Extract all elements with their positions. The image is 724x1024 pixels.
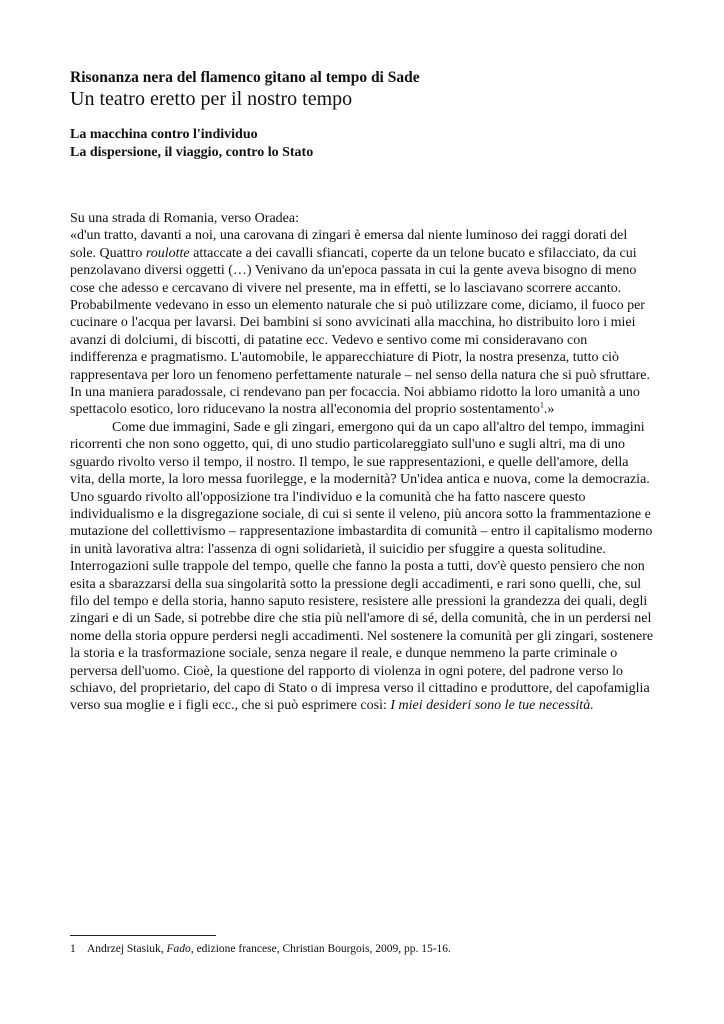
main-paragraph-italic: I miei desideri sono le tue necessità. — [390, 698, 594, 714]
subtitles — [70, 126, 670, 162]
quote-text-rest: attaccate a dei cavalli sfiancati, coperte da un telone bucato e sfilacciato, da cui penzolavano diversi oggetti (…) Venivano da un'epoca passata in cui la gente aveva bisogno di meno cose che adesso e cercavano di vivere nel presente, ma in effetti, se lo lasciavano scorrere accanto. Probabilmente vedevano in esso un elemento naturale che si può utilizzare come, diciamo, il fuoco per cucinare o l'acqua per lavarsi. Dei bambini si sono avvicinati alla macchina, ho distribuito loro i miei avanzi di dolciumi, di biscotti, di patatine ecc. Vedevo e sentivo come mi consideravano con indifferenza e pragmatismo. L'automobile, le apparecchiature di Piotr, la nostra presenza, tutto ciò rappresentava per loro un fenomeno perfettamente naturale – nel senso della natura che si può sfruttare. In una maniera paradossale, ci rendevano pan per focaccia. Noi abbiamo ridotto la loro umanità a uno spettacolo esotico, loro riducevano la nostra all'economia del proprio sostentamento — [70, 245, 650, 418]
intro-line: Su una strada di Romania, verso Oradea: — [70, 211, 299, 226]
main-paragraph-text: Come due immagini, Sade e gli zingari, emergono qui da un capo all'altro del tempo, immagini ricorrenti che non sono oggetto, qui, di uno studio particolareggiato sull'uno e sugli altri, ma di uno sguardo rivolto verso il tempo, il nostro. Il tempo, le sue rappresentazioni, e quelle dell'amore, della vita, della morte, la loro messa fuorilegge, e la modernità? Un'idea antica e nuova, come la democrazia. Uno sguardo rivolto all'opposizione tra l'individuo e la comunità che ha fatto nascere questo individualismo e la disgregazione sociale, di cui si sente il veleno, più ancora sotto la frammentazione e mutazione del collettivismo – rappresentazione imbastardita di comunità – entro il capitalismo moderno in unità lavorativa altra: l'assenza di ogni solidarietà, il suicidio per sfuggire a questa solitudine. Interrogazioni sulle trappole del tempo, quelle che fanno la posta a tutti, dov'è questo pensiero che non esita a sbarazzarsi della sua singolarità sotto la pressione degli accadimenti, e rari sono quelli, che, sul filo del tempo e della storia, hanno saputo resistere, resistere alle pressioni la grandezza dei quali, degli zingari e di un Sade, si potrebbe dire che stia più nell'amore di sé, della comunità, che in un perdersi nel nome della storia oppure perdersi negli accadimenti. Nel sostenere la comunità per gli zingari, sostenere la storia e la trasformazione sociale, senza negare il reale, e dunque nemmeno la parte criminale o perversa dell'uomo. Cioè, la questione del rapporto di violenza in ogni potere, del padrone verso lo schiavo, del proprietario, del capo di Stato o di impresa verso il cittadino e produttore, del capofamiglia verso sua moglie e i figli ecc., che si può esprimere così: — [70, 419, 654, 714]
page-title: Un teatro eretto per il nostro tempo — [70, 88, 353, 110]
quote-italic-word: roulotte — [145, 245, 190, 261]
quote-close: .» — [543, 402, 555, 418]
footnote-divider — [70, 935, 216, 936]
footnote-number: 1 — [70, 943, 76, 955]
main-paragraph — [70, 419, 654, 715]
subtitle-1: La macchina contro l'individuo — [70, 127, 258, 142]
subtitle-2: La dispersione, il viaggio, contro lo Stato — [70, 145, 314, 160]
quote-paragraph — [70, 227, 654, 418]
footnote-reference[interactable]: 1 — [539, 400, 544, 410]
footnote-author: Andrzej Stasiuk, — [87, 943, 167, 955]
footnote — [70, 942, 670, 957]
footnote-details: , edizione francese, Christian Bourgois, 2009, pp. 15-16. — [190, 943, 451, 955]
supertitle: Risonanza nera del flamenco gitano al tempo di Sade — [70, 69, 420, 86]
body-text — [70, 210, 654, 715]
quote-text-start: «d'un tratto, davanti a noi, una carovana di zingari è emersa dal niente luminoso dei raggi dorati del sole. Quattro — [70, 228, 628, 261]
footnote-work-title: Fado — [166, 943, 191, 955]
